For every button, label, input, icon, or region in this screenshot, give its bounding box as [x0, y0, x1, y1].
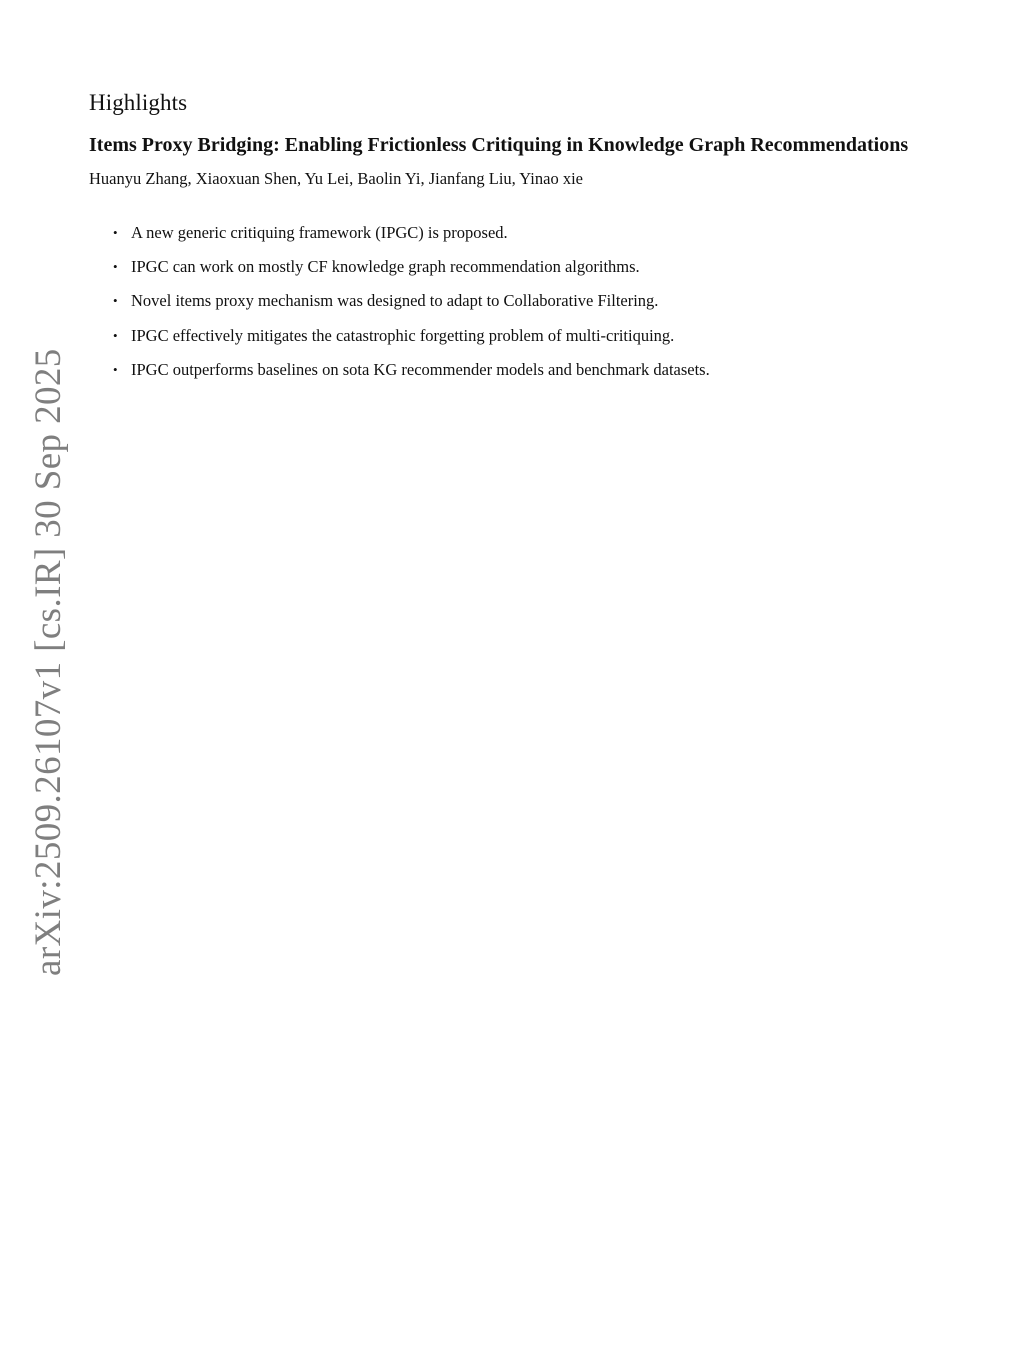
highlight-text: A new generic critiquing framework (IPGC) is proposed. — [131, 223, 508, 242]
bullet-icon: • — [113, 327, 118, 343]
arxiv-identifier-stamp: arXiv:2509.26107v1 [cs.IR] 30 Sep 2025 — [28, 348, 69, 976]
highlights-list — [113, 223, 710, 394]
highlight-item — [113, 326, 710, 346]
author-list: Huanyu Zhang, Xiaoxuan Shen, Yu Lei, Baolin Yi, Jianfang Liu, Yinao xie — [89, 169, 583, 188]
highlight-item — [113, 291, 710, 311]
bullet-icon: • — [113, 225, 118, 240]
bullet-icon: • — [113, 259, 118, 275]
bullet-icon: • — [113, 293, 118, 309]
highlight-text: Novel items proxy mechanism was designed to adapt to Collaborative Filtering. — [131, 291, 659, 311]
highlights-heading: Highlights — [89, 90, 188, 115]
highlight-text: IPGC effectively mitigates the catastrophic forgetting problem of multi-critiquing. — [131, 325, 675, 345]
paper-title: Items Proxy Bridging: Enabling Frictionless Critiquing in Knowledge Graph Recommendations — [89, 134, 909, 156]
highlight-item — [113, 223, 710, 243]
highlight-item — [113, 257, 710, 277]
bullet-icon: • — [113, 361, 118, 377]
highlight-text: IPGC can work on mostly CF knowledge graph recommendation algorithms. — [131, 257, 640, 277]
highlight-text: IPGC outperforms baselines on sota KG recommender models and benchmark datasets. — [131, 359, 710, 379]
highlight-item — [113, 360, 710, 380]
